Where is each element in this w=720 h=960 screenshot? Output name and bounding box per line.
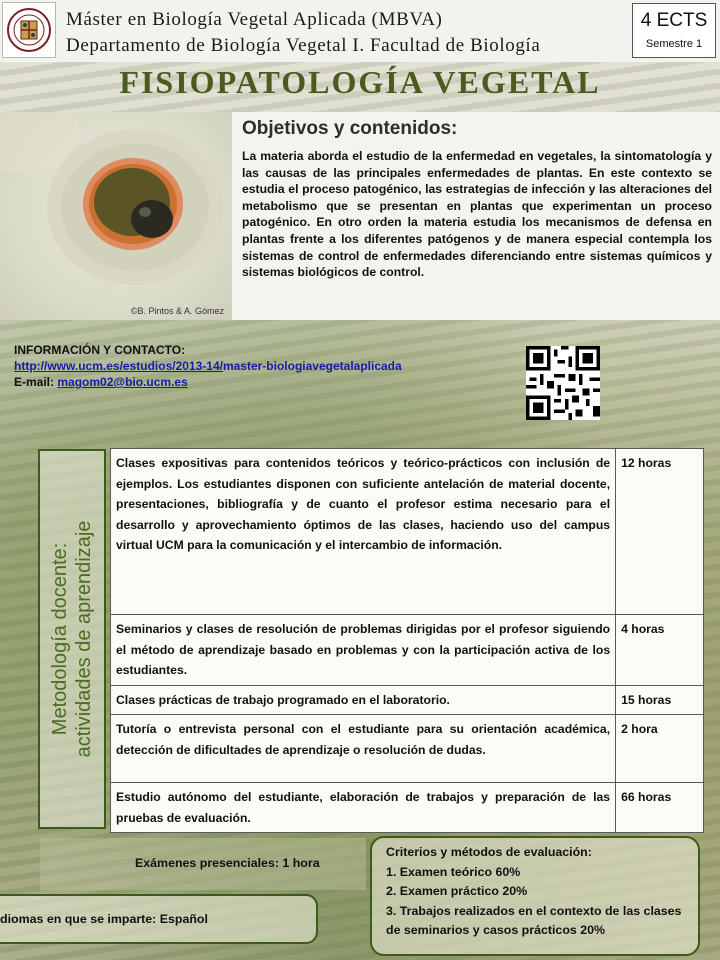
university-seal-logo (2, 2, 56, 58)
exams-box (40, 838, 366, 890)
header (0, 0, 720, 62)
ects-label: 4 ECTS (640, 10, 708, 31)
activities-table (110, 448, 704, 833)
credits-box (632, 3, 716, 58)
evaluation-item: 1. Examen teórico 60% (386, 864, 521, 879)
email-label: E-mail: (14, 375, 55, 389)
objectives-text: La materia aborda el estudio de la enfermedad en vegetales, la sintomatología y las causas de las principales enfermedades de plantas. En este contexto se estudia el proceso patogénico, las estrategias de infección y las alteraciones del metabolismo que se presentan en plantas que experimentan un proceso patogénico. En otro orden la materia estudia los mecanismos de defensa en plantas frente a los diferentes patógenos y de manera especial contempla los sistemas de control de enfermedades diferenciando entre sistemas químicos y sistemas biológicos de control. (242, 149, 712, 280)
languages-box (0, 894, 318, 944)
activity-description: Seminarios y clases de resolución de problemas dirigidas por el profesor siguiendo el método de aprendizaje basado en problemas y con la participación activa de los estudiantes. (111, 615, 616, 686)
activity-hours: 4 horas (616, 615, 704, 686)
evaluation-heading: Criterios y métodos de evaluación: (386, 845, 592, 859)
table-row (111, 449, 704, 615)
master-title: Máster en Biología Vegetal Aplicada (MBVA) (66, 9, 443, 30)
methodology-label-line2: actividades de aprendizaje (73, 520, 95, 758)
activity-hours: 2 hora (616, 715, 704, 783)
table-row (111, 783, 704, 833)
contact-section (14, 342, 402, 390)
photo-credit: ©B. Pintos & A. Gómez (130, 306, 224, 316)
objectives-heading: Objetivos y contenidos: (242, 118, 458, 139)
table-row (111, 615, 704, 686)
course-title: FISIOPATOLOGÍA VEGETAL (119, 64, 601, 100)
evaluation-item: 3. Trabajos realizados en el contexto de las clases de seminarios y casos prácticos 20% (386, 903, 682, 937)
methodology-label-line1: Metodología docente: (49, 542, 71, 736)
table-row (111, 715, 704, 783)
languages-text: diomas en que se imparte: Español (0, 912, 208, 926)
activity-description: Clases prácticas de trabajo programado en el laboratorio. (111, 685, 616, 715)
contact-heading: INFORMACIÓN Y CONTACTO: (14, 343, 186, 357)
activity-description: Clases expositivas para contenidos teóricos y teórico-prácticos con inclusión de ejemplos. Los estudiantes disponen con suficiente antelación de material docente, presentaciones, bibliografía y de cuanto el profesor estima necesario para el desarrollo y aprovechamiento óptimos de las clases, haciendo uso del campus virtual UCM para la comunicación y el intercambio de información. (111, 449, 616, 615)
program-link-row (14, 358, 402, 374)
semester-label: Semestre 1 (645, 38, 703, 50)
email-row (14, 374, 402, 390)
evaluation-box (370, 836, 700, 956)
exams-text: Exámenes presenciales: 1 hora (135, 856, 320, 870)
objectives-section (232, 112, 720, 320)
methodology-label (38, 449, 106, 829)
department-title: Departamento de Biología Vegetal I. Facultad de Biología (66, 35, 541, 56)
activity-description: Estudio autónomo del estudiante, elaboración de trabajos y preparación de las pruebas de evaluación. (111, 783, 616, 833)
evaluation-item: 2. Examen práctico 20% (386, 884, 528, 898)
activity-hours: 12 horas (616, 449, 704, 615)
program-link[interactable]: http://www.ucm.es/estudios/2013-14/ (14, 359, 223, 373)
activity-hours: 15 horas (616, 685, 704, 715)
email-link[interactable]: magom02@bio.ucm.es (57, 375, 188, 389)
program-link-tail[interactable]: master-biologiavegetalaplicada (222, 359, 402, 373)
table-row (111, 685, 704, 715)
activity-hours: 66 horas (616, 783, 704, 833)
pathogen-culture-photo (0, 112, 232, 320)
qr-code (526, 346, 600, 420)
activity-description: Tutoría o entrevista personal con el estudiante para su orientación académica, detección de dificultades de aprendizaje o resolución de dudas. (111, 715, 616, 783)
methodology-label-text (48, 454, 96, 824)
